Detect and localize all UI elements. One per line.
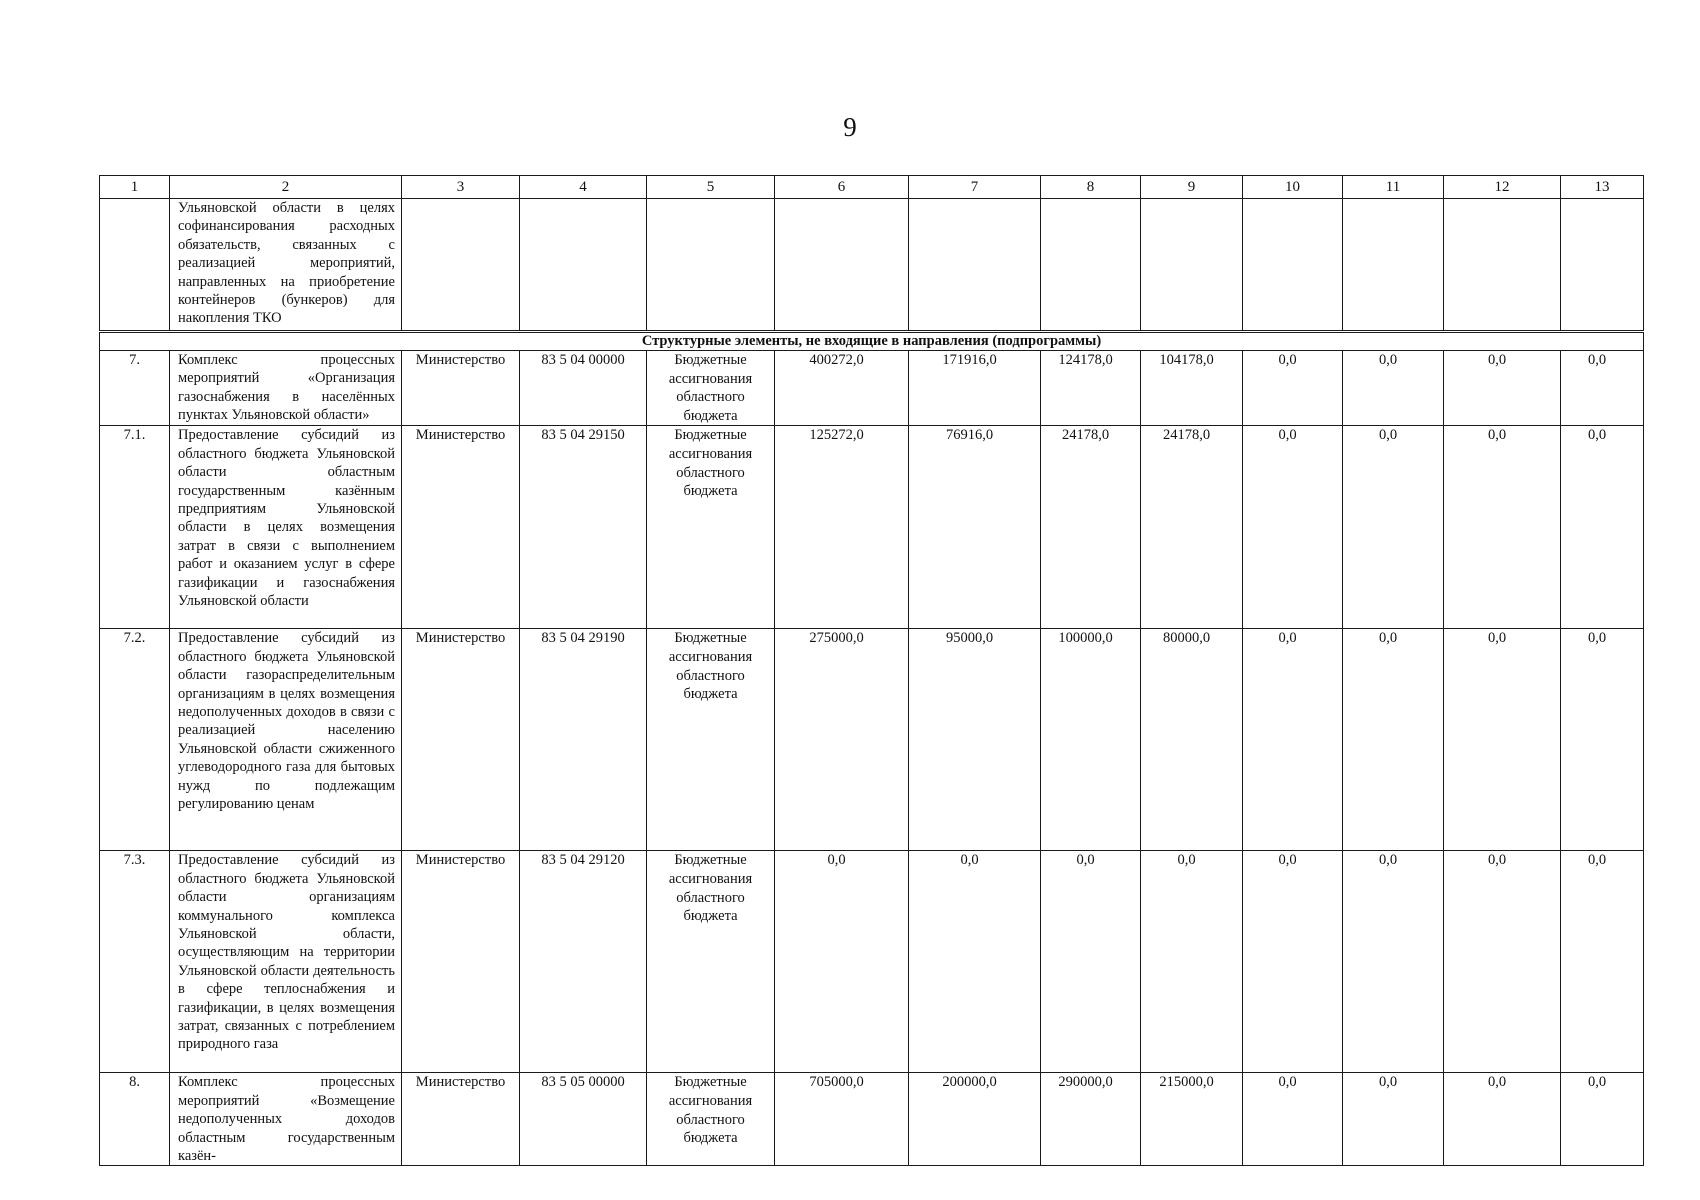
row-value: 0,0 (1444, 351, 1561, 426)
row-code: 83 5 04 00000 (520, 351, 647, 426)
row-description-text: Ульяновской области в целях софинансирования расходных обязательств, связанных с реализацией мероприятий, направленных на приобретение контейнеров (бункеров) для накопления ТКО (178, 200, 395, 327)
row-code: 83 5 04 29190 (520, 629, 647, 851)
row-value: 76916,0 (909, 426, 1041, 629)
row-value: 100000,0 (1041, 629, 1141, 851)
row-description (170, 426, 402, 629)
column-header: 12 (1444, 176, 1561, 199)
row-index: 8. (100, 1073, 170, 1166)
row-value: 104178,0 (1141, 351, 1243, 426)
row-value: 215000,0 (1141, 1073, 1243, 1166)
section-title: Структурные элементы, не входящие в направления (подпрограммы) (100, 332, 1644, 351)
column-header: 8 (1041, 176, 1141, 199)
row-source: Бюджетные ассигнования областного бюджета (647, 629, 775, 851)
row-description (170, 629, 402, 851)
row-code: 83 5 04 29150 (520, 426, 647, 629)
row-index: 7.3. (100, 851, 170, 1073)
row-value: 275000,0 (775, 629, 909, 851)
row-value: 290000,0 (1041, 1073, 1141, 1166)
row-value: 705000,0 (775, 1073, 909, 1166)
budget-table (99, 175, 1644, 1166)
row-value: 0,0 (1243, 1073, 1343, 1166)
row-value: 0,0 (1041, 851, 1141, 1073)
row-value: 24178,0 (1141, 426, 1243, 629)
column-header: 4 (520, 176, 647, 199)
section-title-row (100, 332, 1644, 351)
row-value: 0,0 (1141, 851, 1243, 1073)
row-value: 0,0 (1561, 1073, 1644, 1166)
column-header: 11 (1343, 176, 1444, 199)
row-responsible: Министерство (402, 629, 520, 851)
row-description-cell (170, 199, 402, 332)
column-header: 5 (647, 176, 775, 199)
row-value: 124178,0 (1041, 351, 1141, 426)
row-value: 0,0 (1343, 629, 1444, 851)
column-header: 13 (1561, 176, 1644, 199)
row-description (170, 851, 402, 1073)
row-value: 0,0 (775, 851, 909, 1073)
row-value: 80000,0 (1141, 629, 1243, 851)
row-value: 95000,0 (909, 629, 1041, 851)
row-value: 400272,0 (775, 351, 909, 426)
column-header: 10 (1243, 176, 1343, 199)
row-value: 0,0 (1343, 851, 1444, 1073)
continued-row (100, 199, 1644, 332)
row-code: 83 5 05 00000 (520, 1073, 647, 1166)
row-value: 0,0 (1561, 426, 1644, 629)
table-row (100, 1073, 1644, 1166)
row-description-text: Предоставление субсидий из областного бюджета Ульяновской области организациям коммунального комплекса Ульяновской области, осуществляющим на территории Ульяновской области деятельность в сфере теплоснабжения и газификации, в целях возмещения затрат, связанных с потреблением природного газа (178, 852, 395, 1053)
page-number: 9 (843, 112, 857, 142)
row-index-cell (100, 199, 170, 332)
row-value: 0,0 (1444, 629, 1561, 851)
column-header: 1 (100, 176, 170, 199)
row-value: 0,0 (1243, 426, 1343, 629)
row-source: Бюджетные ассигнования областного бюджета (647, 426, 775, 629)
row-value: 0,0 (1561, 351, 1644, 426)
row-value: 0,0 (1444, 426, 1561, 629)
row-value: 0,0 (1343, 426, 1444, 629)
table-row (100, 351, 1644, 426)
column-header: 3 (402, 176, 520, 199)
row-value: 24178,0 (1041, 426, 1141, 629)
row-responsible: Министерство (402, 851, 520, 1073)
row-index: 7. (100, 351, 170, 426)
row-value: 0,0 (1343, 1073, 1444, 1166)
row-description (170, 1073, 402, 1166)
column-header-row (100, 176, 1644, 199)
row-index: 7.2. (100, 629, 170, 851)
row-description-text: Предоставление субсидий из областного бюджета Ульяновской области областным государственным казённым предприятиям Ульяновской области в целях возмещения затрат в связи с выполнением работ и оказанием услуг в сфере газификации и газоснабжения Ульяновской области (178, 427, 395, 610)
row-description-text: Комплекс процессных мероприятий «Организация газоснабжения в населённых пунктах Ульяновской области» (178, 352, 395, 424)
row-value: 0,0 (1444, 851, 1561, 1073)
row-responsible: Министерство (402, 351, 520, 426)
row-value: 0,0 (1561, 629, 1644, 851)
row-responsible: Министерство (402, 426, 520, 629)
table-row (100, 851, 1644, 1073)
row-source: Бюджетные ассигнования областного бюджета (647, 851, 775, 1073)
table-row (100, 426, 1644, 629)
row-source: Бюджетные ассигнования областного бюджета (647, 351, 775, 426)
column-header: 2 (170, 176, 402, 199)
row-responsible: Министерство (402, 1073, 520, 1166)
row-value: 171916,0 (909, 351, 1041, 426)
row-value: 125272,0 (775, 426, 909, 629)
column-header: 6 (775, 176, 909, 199)
row-index: 7.1. (100, 426, 170, 629)
row-description (170, 351, 402, 426)
row-value: 0,0 (909, 851, 1041, 1073)
table-row (100, 629, 1644, 851)
column-header: 9 (1141, 176, 1243, 199)
row-value: 200000,0 (909, 1073, 1041, 1166)
row-value: 0,0 (1561, 851, 1644, 1073)
row-value: 0,0 (1243, 629, 1343, 851)
row-value: 0,0 (1343, 351, 1444, 426)
column-header: 7 (909, 176, 1041, 199)
row-code: 83 5 04 29120 (520, 851, 647, 1073)
row-value: 0,0 (1444, 1073, 1561, 1166)
row-source: Бюджетные ассигнования областного бюджета (647, 1073, 775, 1166)
row-description-text: Предоставление субсидий из областного бюджета Ульяновской области газораспределительным организациям в целях возмещения недополученных доходов в связи с реализацией населению Ульяновской области сжиженного углеводородного газа для бытовых нужд по подлежащим регулированию ценам (178, 630, 395, 813)
row-value: 0,0 (1243, 351, 1343, 426)
row-description-text: Комплекс процессных мероприятий «Возмещение недополученных доходов областным государственным казён- (178, 1074, 395, 1164)
row-value: 0,0 (1243, 851, 1343, 1073)
